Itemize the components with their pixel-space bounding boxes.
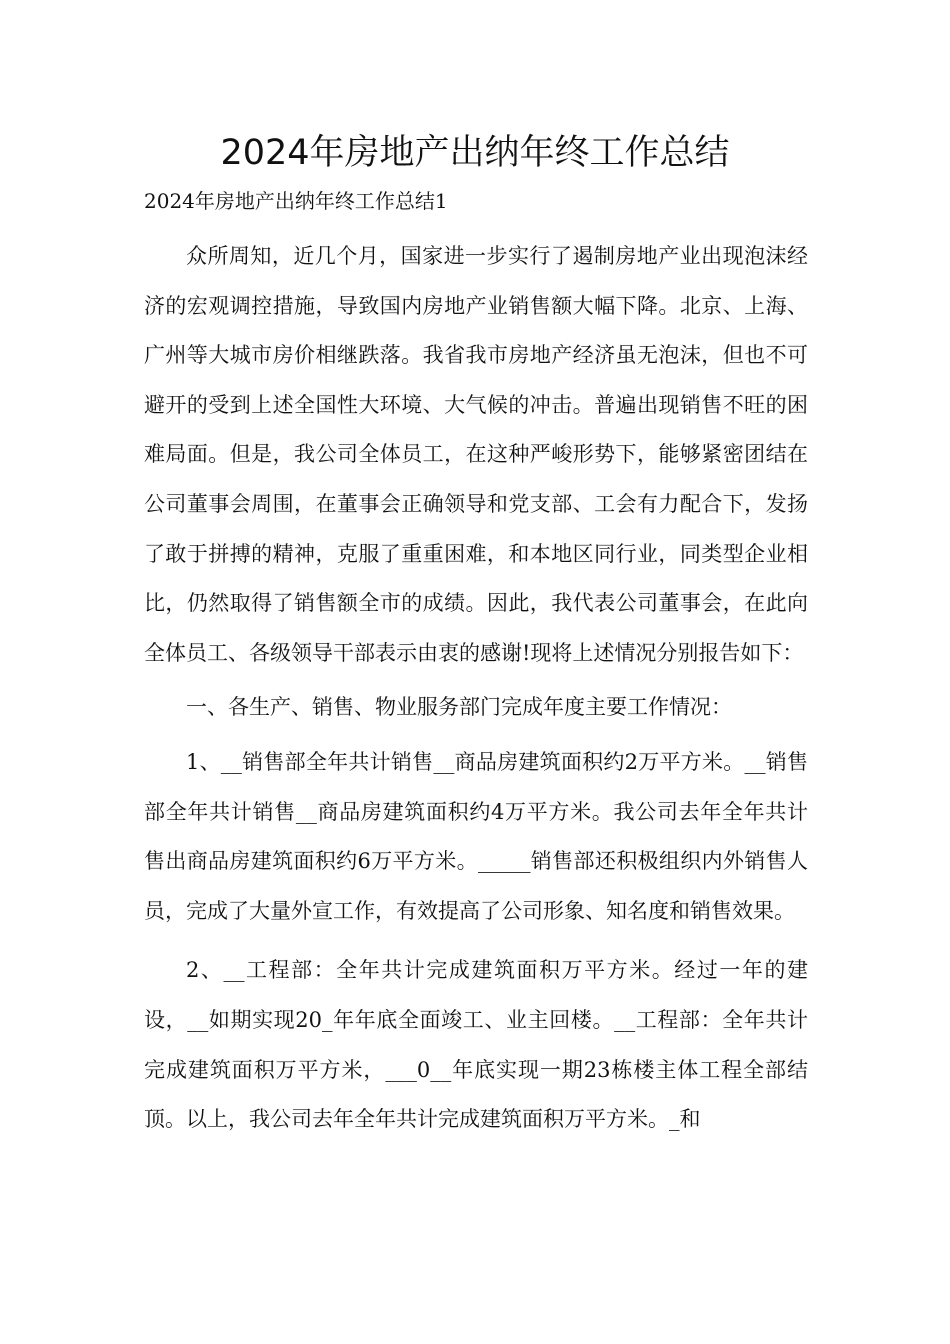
paragraph-sales-department: 1、__销售部全年共计销售__商品房建筑面积约2万平方米。__销售部全年共计销售__商品房建筑面积约4万平方米。我公司去年全年共计售出商品房建筑面积约6万平方米。_____销售部还积极组织内外销售人员，完成了大量外宣工作，有效提高了公司形象、知名度和销售效果。: [144, 749, 808, 923]
document-body: [144, 232, 808, 1150]
paragraph-engineering-department: 2、__工程部：全年共计完成建筑面积万平方米。经过一年的建设，__如期实现20_年年底全面竣工、业主回楼。__工程部：全年共计完成建筑面积万平方米，___0__年底实现一期23栋楼主体工程全部结顶。以上，我公司去年全年共计完成建筑面积万平方米。_和: [144, 958, 808, 1132]
paragraph-intro: 众所周知，近几个月，国家进一步实行了遏制房地产业出现泡沫经济的宏观调控措施，导致国内房地产业销售额大幅下降。北京、上海、广州等大城市房价相继跌落。我省我市房地产经济虽无泡沫，但也不可避开的受到上述全国性大环境、大气候的冲击。普遍出现销售不旺的困难局面。但是，我公司全体员工，在这种严峻形势下，能够紧密团结在公司董事会周围，在董事会正确领导和党支部、工会有力配合下，发扬了敢于拼搏的精神，克服了重重困难，和本地区同行业，同类型企业相比，仍然取得了销售额全市的成绩。因此，我代表公司董事会，在此向全体员工、各级领导干部表示由衷的感谢!现将上述情况分别报告如下：: [144, 244, 808, 665]
document-subtitle: 2024年房地产出纳年终工作总结1: [144, 189, 448, 213]
document-title: 2024年房地产出纳年终工作总结: [220, 133, 730, 173]
paragraph-section-heading: 一、各生产、销售、物业服务部门完成年度主要工作情况：: [186, 695, 732, 720]
